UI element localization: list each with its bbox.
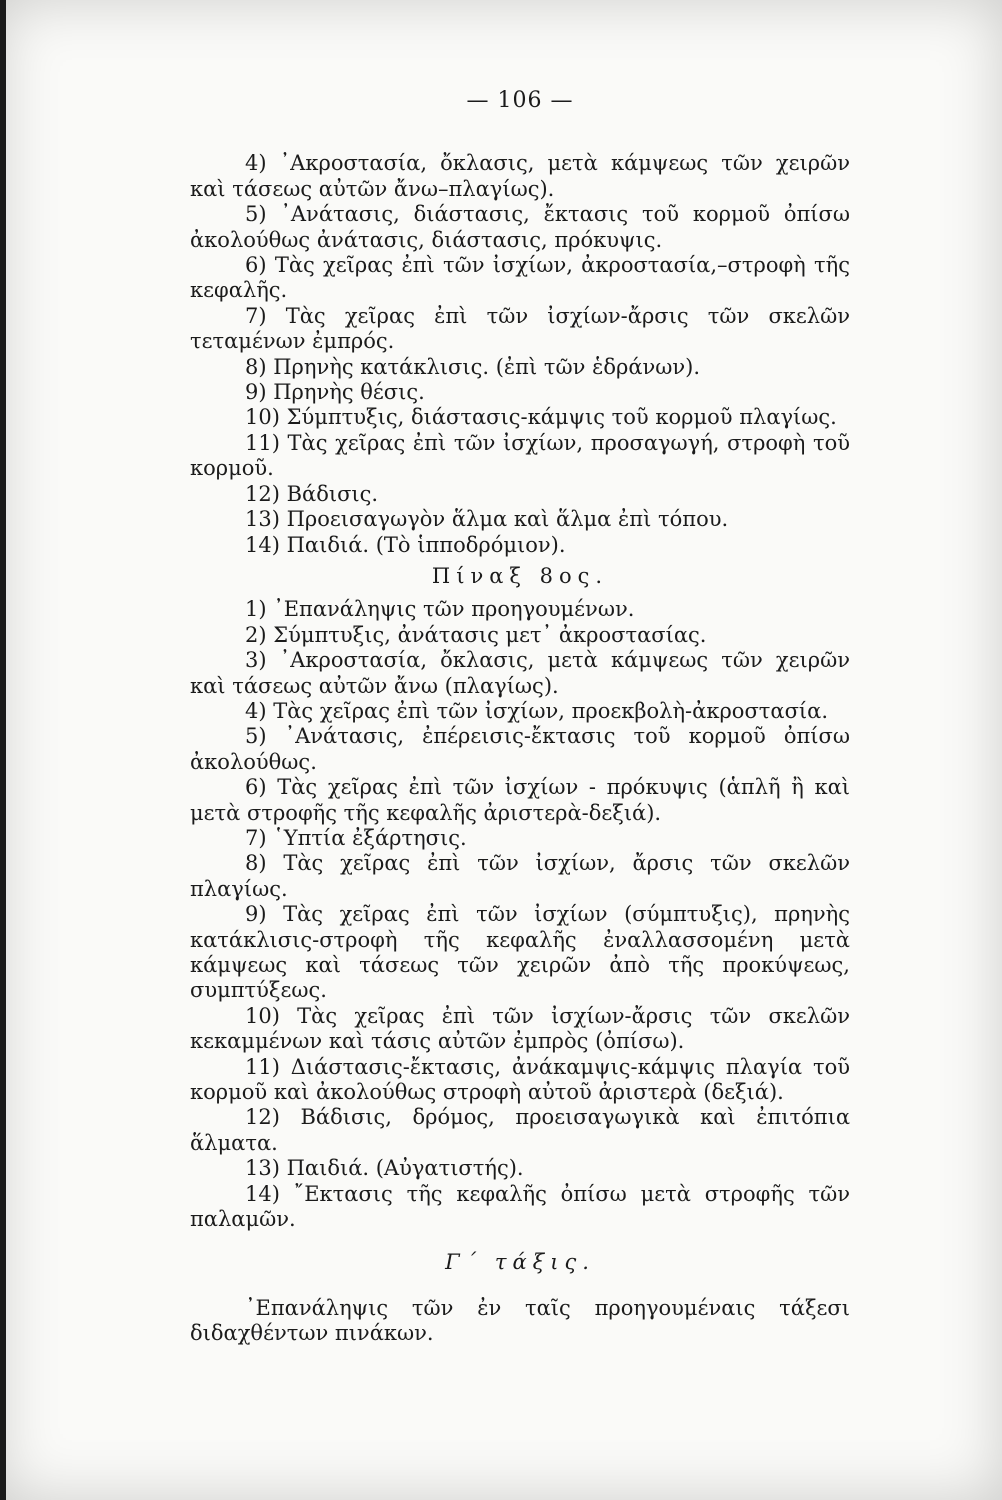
- exercise-item: 8) Τὰς χεῖρας ἐπὶ τῶν ἰσχίων, ἄρσις τῶν σκελῶν πλαγίως.: [190, 851, 850, 901]
- exercise-item: 10) Τὰς χεῖρας ἐπὶ τῶν ἰσχίων-ἄρσις τῶν σκελῶν κεκαμμένων καὶ τάσις αὐτῶν ἐμπρὸς (ὀπίσω).: [190, 1003, 850, 1054]
- exercise-item: 13) Προεισαγωγὸν ἅλμα καὶ ἅλμα ἐπὶ τόπου.: [245, 507, 729, 532]
- section-heading-pinax: Πίναξ 8ος.: [431, 563, 609, 588]
- exercise-item: 2) Σύμπτυξις, ἀνάτασις μετ᾿ ἀκροστασίας.: [245, 622, 707, 647]
- exercise-list-pinax-8: [190, 597, 850, 1232]
- exercise-item: 11) Διάστασις-ἔκτασις, ἀνάκαμψις-κάμψις πλαγία τοῦ κορμοῦ καὶ ἀκολούθως στροφὴ αὐτοῦ ἀριστερὰ (δεξιά).: [190, 1054, 850, 1105]
- page-text: [190, 88, 850, 1347]
- exercise-item: 11) Τὰς χεῖρας ἐπὶ τῶν ἰσχίων, προσαγωγή, στροφὴ τοῦ κορμοῦ.: [190, 430, 850, 481]
- closing-paragraph: ᾿Επανάληψις τῶν ἐν ταῖς προηγουμέναις τάξεσι διδαχθέντων πινάκων.: [190, 1295, 850, 1346]
- exercise-item: 6) Τὰς χεῖρας ἐπὶ τῶν ἰσχίων - πρόκυψις (ἁπλῆ ἢ καὶ μετὰ στροφῆς τῆς κεφαλῆς ἀριστερὰ-δεξιά).: [190, 775, 850, 825]
- exercise-item: 1) ᾿Επανάληψις τῶν προηγουμένων.: [245, 597, 635, 622]
- exercise-item: 7) ῾Υπτία ἐξάρτησις.: [245, 825, 467, 850]
- exercise-item: 8) Πρηνὴς κατάκλισις. (ἐπὶ τῶν ἑδράνων).: [245, 354, 701, 379]
- exercise-item: 13) Παιδιά. (Αὐγατιστής).: [245, 1156, 524, 1181]
- exercise-item: 4) Τὰς χεῖρας ἐπὶ τῶν ἰσχίων, προεκβολὴ-ἀκροστασία.: [245, 698, 829, 723]
- exercise-item: 5) ᾿Ανάτασις, ἐπέρεισις-ἔκτασις τοῦ κορμοῦ ὀπίσω ἀκολούθως.: [190, 724, 850, 774]
- exercise-item: 12) Βάδισις.: [245, 481, 379, 506]
- section-heading-taxis: Γ΄ τάξις.: [445, 1250, 595, 1275]
- exercise-list-continued: [190, 151, 850, 558]
- exercise-item: 6) Τὰς χεῖρας ἐπὶ τῶν ἰσχίων, ἀκροστασία,–στροφὴ τῆς κεφαλῆς.: [190, 253, 850, 303]
- exercise-item: 5) ᾿Ανάτασις, διάστασις, ἔκτασις τοῦ κορμοῦ ὀπίσω ἀκολούθως ἀνάτασις, διάστασις, πρόκυψις.: [190, 202, 850, 252]
- exercise-item: 10) Σύμπτυξις, διάστασις-κάμψις τοῦ κορμοῦ πλαγίως.: [245, 405, 837, 430]
- exercise-item: 9) Πρηνὴς θέσις.: [245, 380, 425, 405]
- page-edge-shadow: [0, 0, 6, 1500]
- exercise-item: 3) ᾿Ακροστασία, ὄκλασις, μετὰ κάμψεως τῶν χειρῶν καὶ τάσεως αὐτῶν ἄνω (πλαγίως).: [190, 648, 850, 698]
- exercise-item: 14) Παιδιά. (Τὸ ἱπποδρόμιον).: [245, 532, 566, 557]
- exercise-item: 4) ᾿Ακροστασία, ὄκλασις, μετὰ κάμψεως τῶν χειρῶν καὶ τάσεως αὐτῶν ἄνω–πλαγίως).: [190, 151, 850, 201]
- exercise-item: 9) Τὰς χεῖρας ἐπὶ τῶν ἰσχίων (σύμπτυξις), πρηνὴς κατάκλισις-στροφὴ τῆς κεφαλῆς ἐναλλασσομένη μετὰ κάμψεως καὶ τάσεως τῶν χειρῶν ἀπὸ τῆς προκύψεως, συμπτύξεως.: [190, 902, 850, 1003]
- exercise-item: 14) ῎Εκτασις τῆς κεφαλῆς ὀπίσω μετὰ στροφῆς τῶν παλαμῶν.: [190, 1181, 850, 1232]
- page-number: — 106 —: [466, 88, 574, 113]
- exercise-item: 12) Βάδισις, δρόμος, προεισαγωγικὰ καὶ ἐπιτόπια ἅλματα.: [190, 1105, 850, 1155]
- exercise-item: 7) Τὰς χεῖρας ἐπὶ τῶν ἰσχίων-ἄρσις τῶν σκελῶν τεταμένων ἐμπρός.: [190, 303, 850, 354]
